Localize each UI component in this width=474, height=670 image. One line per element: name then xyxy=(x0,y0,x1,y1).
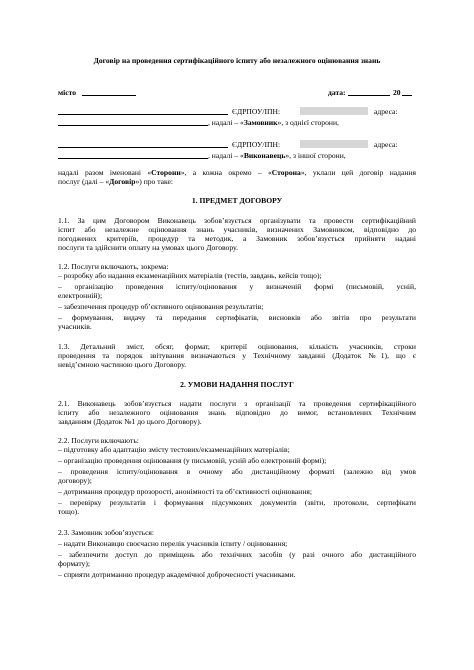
customer-name-field[interactable] xyxy=(58,107,228,117)
p1-2-item: електронній); xyxy=(58,291,103,300)
customer-address-field[interactable] xyxy=(58,118,208,128)
p1-2-head: 1.2. Послуги включають, зокрема: xyxy=(58,262,169,271)
p1-1-line: 1.1. За цим Договором Виконавець зобов’язується організувати та провести сертифікаційний xyxy=(58,216,416,225)
p1-1-line: послуги та здійснити оплату на умовах цього Договору. xyxy=(58,243,238,252)
p1-2-item: учасників. xyxy=(58,322,92,331)
p2-2-item: – підготовку або адаптацію змісту тестових/екзаменаційних матеріалів; xyxy=(58,445,290,454)
p1-3-line: 1.3. Детальний зміст, обсяг, формат, критерії оцінювання, кількість учасників, строки xyxy=(58,342,416,351)
p1-2-item: – організацію проведення іспиту/оцінювання у визначеній формі (письмовій, усній, xyxy=(58,282,416,291)
date-label: дата: xyxy=(328,88,346,97)
p2-2-item: договору); xyxy=(58,476,92,485)
executor-edrpou-field[interactable] xyxy=(300,140,368,149)
city-label: місто xyxy=(58,88,77,97)
p1-1-line: іспит або незалежне оцінювання знань учасників, визначених Замовником, відповідно до xyxy=(58,225,416,234)
date-year: 20 xyxy=(393,88,401,97)
p2-2-item: тощо). xyxy=(58,507,80,516)
p1-1-line: погоджених критеріїв, процедур та методик, а Замовник зобов’язується прийняти надані xyxy=(58,234,416,243)
p2-3-item: – надати Виконавцю своєчасно перелік учасників іспиту / оцінювання; xyxy=(58,539,288,548)
p2-1-line: 2.1. Виконавець зобов’язується надати послуги з організації та проведення сертифікаційного xyxy=(58,399,416,408)
date-field[interactable] xyxy=(348,88,390,98)
section-1-heading: 1. ПРЕДМЕТ ДОГОВОРУ xyxy=(191,196,283,205)
executor-name-field[interactable] xyxy=(58,140,228,150)
p1-2-item: – формування, видачу та передання сертифікатів, висновків або звітів про результати xyxy=(58,313,416,322)
p2-1-line: іспиту або незалежного оцінювання знань відповідно до вимог, встановлених Технічним xyxy=(58,408,416,417)
intro-line-2: послуг (далі – «Договір») про таке: xyxy=(58,177,174,186)
p1-3-line: проведення та порядок звітування визначаються у Технічному завданні (Додаток №1), що є xyxy=(58,351,416,360)
executor-address-field[interactable] xyxy=(58,151,208,161)
customer-role-line: , надалі – «Замовник», з однієї сторони, xyxy=(208,118,339,127)
p2-2-head: 2.2. Послуги включають: xyxy=(58,436,139,445)
p2-2-item: – дотримання процедур прозорості, анонімності та об’єктивності оцінювання; xyxy=(58,487,312,496)
year-field[interactable] xyxy=(402,88,412,98)
city-field[interactable] xyxy=(82,88,136,98)
p2-3-head: 2.3. Замовник зобов’язується: xyxy=(58,528,155,537)
p1-2-item: – розробку або надання екзаменаційних матеріалів (тестів, завдань, кейсів тощо); xyxy=(58,271,322,280)
executor-edrpou-label: ЄДРПОУ/ІПН: xyxy=(232,140,281,149)
p1-3-line: невід’ємною частиною цього Договору. xyxy=(58,360,186,369)
p2-3-item: формату); xyxy=(58,559,90,568)
p2-3-item: – забезпечити доступ до приміщень або технічних засобів (у разі очного або дистанційного xyxy=(58,550,416,559)
p2-2-item: – проведення іспиту/оцінювання в очному або дистанційному форматі (залежно від умов xyxy=(58,467,416,476)
customer-address-label: адреса: xyxy=(374,107,398,116)
customer-edrpou-label: ЄДРПОУ/ІПН: xyxy=(232,107,281,116)
executor-role-line: , надалі – «Виконавець», з іншої сторони, xyxy=(208,151,346,160)
p2-2-item: – організацію проведення оцінювання (у письмовій, усній або електронній формі); xyxy=(58,456,327,465)
executor-address-label: адреса: xyxy=(374,140,398,149)
customer-edrpou-field[interactable] xyxy=(300,107,368,116)
p2-1-line: завданням (Додаток №1 до цього Договору). xyxy=(58,417,202,426)
p1-2-item: – забезпечення процедур об’єктивного оцінювання результатів; xyxy=(58,302,264,311)
p2-3-item: – сприяти дотриманню процедур академічної доброчесності учасниками. xyxy=(58,570,296,579)
intro-line-1: надалі разом іменовані «Сторони», а кожна окремо – «Сторона», уклали цей договір надання xyxy=(58,168,416,177)
document-title: Договір на проведення сертифікаційного іспиту або незалежного оцінювання знань xyxy=(93,56,381,65)
p2-2-item: – перевірку результатів і формування підсумкових документів (звіти, протоколи, сертифікати xyxy=(58,498,416,507)
section-2-heading: 2. УМОВИ НАДАННЯ ПОСЛУГ xyxy=(180,380,294,389)
